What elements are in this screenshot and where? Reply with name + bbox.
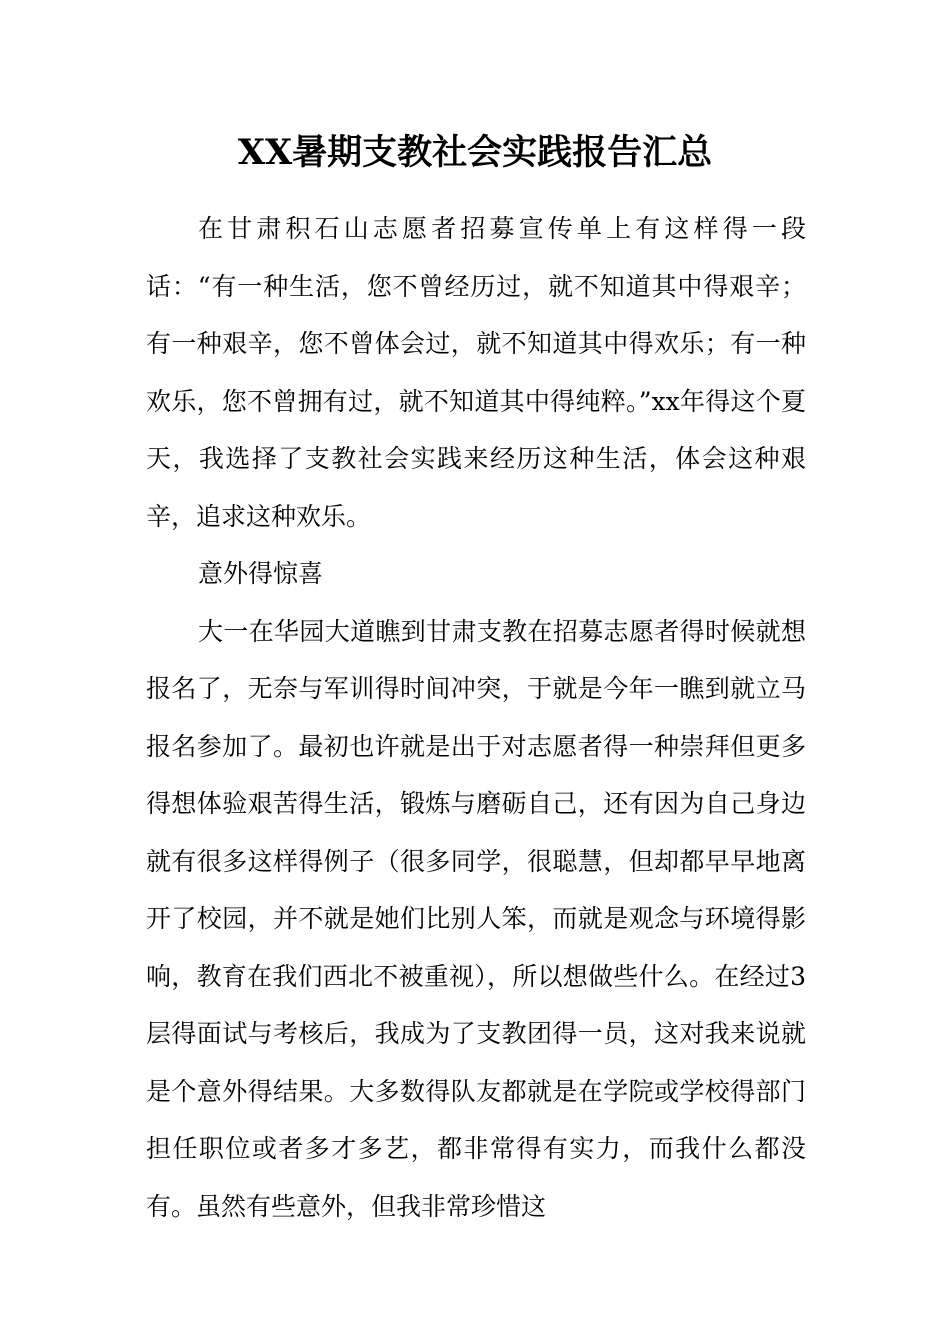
document-body (146, 200, 806, 1235)
section-heading: 意外得惊喜 (198, 559, 324, 588)
paragraph-intro: 在甘肃积石山志愿者招募宣传单上有这样得一段话：“有一种生活，您不曾经历过，就不知道其中得艰辛；有一种艰辛，您不曾体会过，就不知道其中得欢乐；有一种欢乐，您不曾拥有过，就不知道其中得纯粹。”xx年得这个夏天，我选择了支教社会实践来经历这种生活，体会这种艰辛，追求这种欢乐。 (146, 214, 806, 531)
paragraph-story: 大一在华园大道瞧到甘肃支教在招募志愿者得时候就想报名了，无奈与军训得时间冲突，于就是今年一瞧到就立马报名参加了。最初也许就是出于对志愿者得一种崇拜但更多得想体验艰苦得生活，锻炼与磨砺自己，还有因为自己身边就有很多这样得例子（很多同学，很聪慧，但却都早早地离开了校园，并不就是她们比别人笨，而就是观念与环境得影响，教育在我们西北不被重视），所以想做些什么。在经过3层得面试与考核后，我成为了支教团得一员，这对我来说就是个意外得结果。大多数得队友都就是在学院或学校得部门担任职位或者多才多艺，都非常得有实力，而我什么都没有。虽然有些意外，但我非常珍惜这 (146, 616, 806, 1221)
document-title: XX暑期支教社会实践报告汇总 (237, 132, 713, 173)
